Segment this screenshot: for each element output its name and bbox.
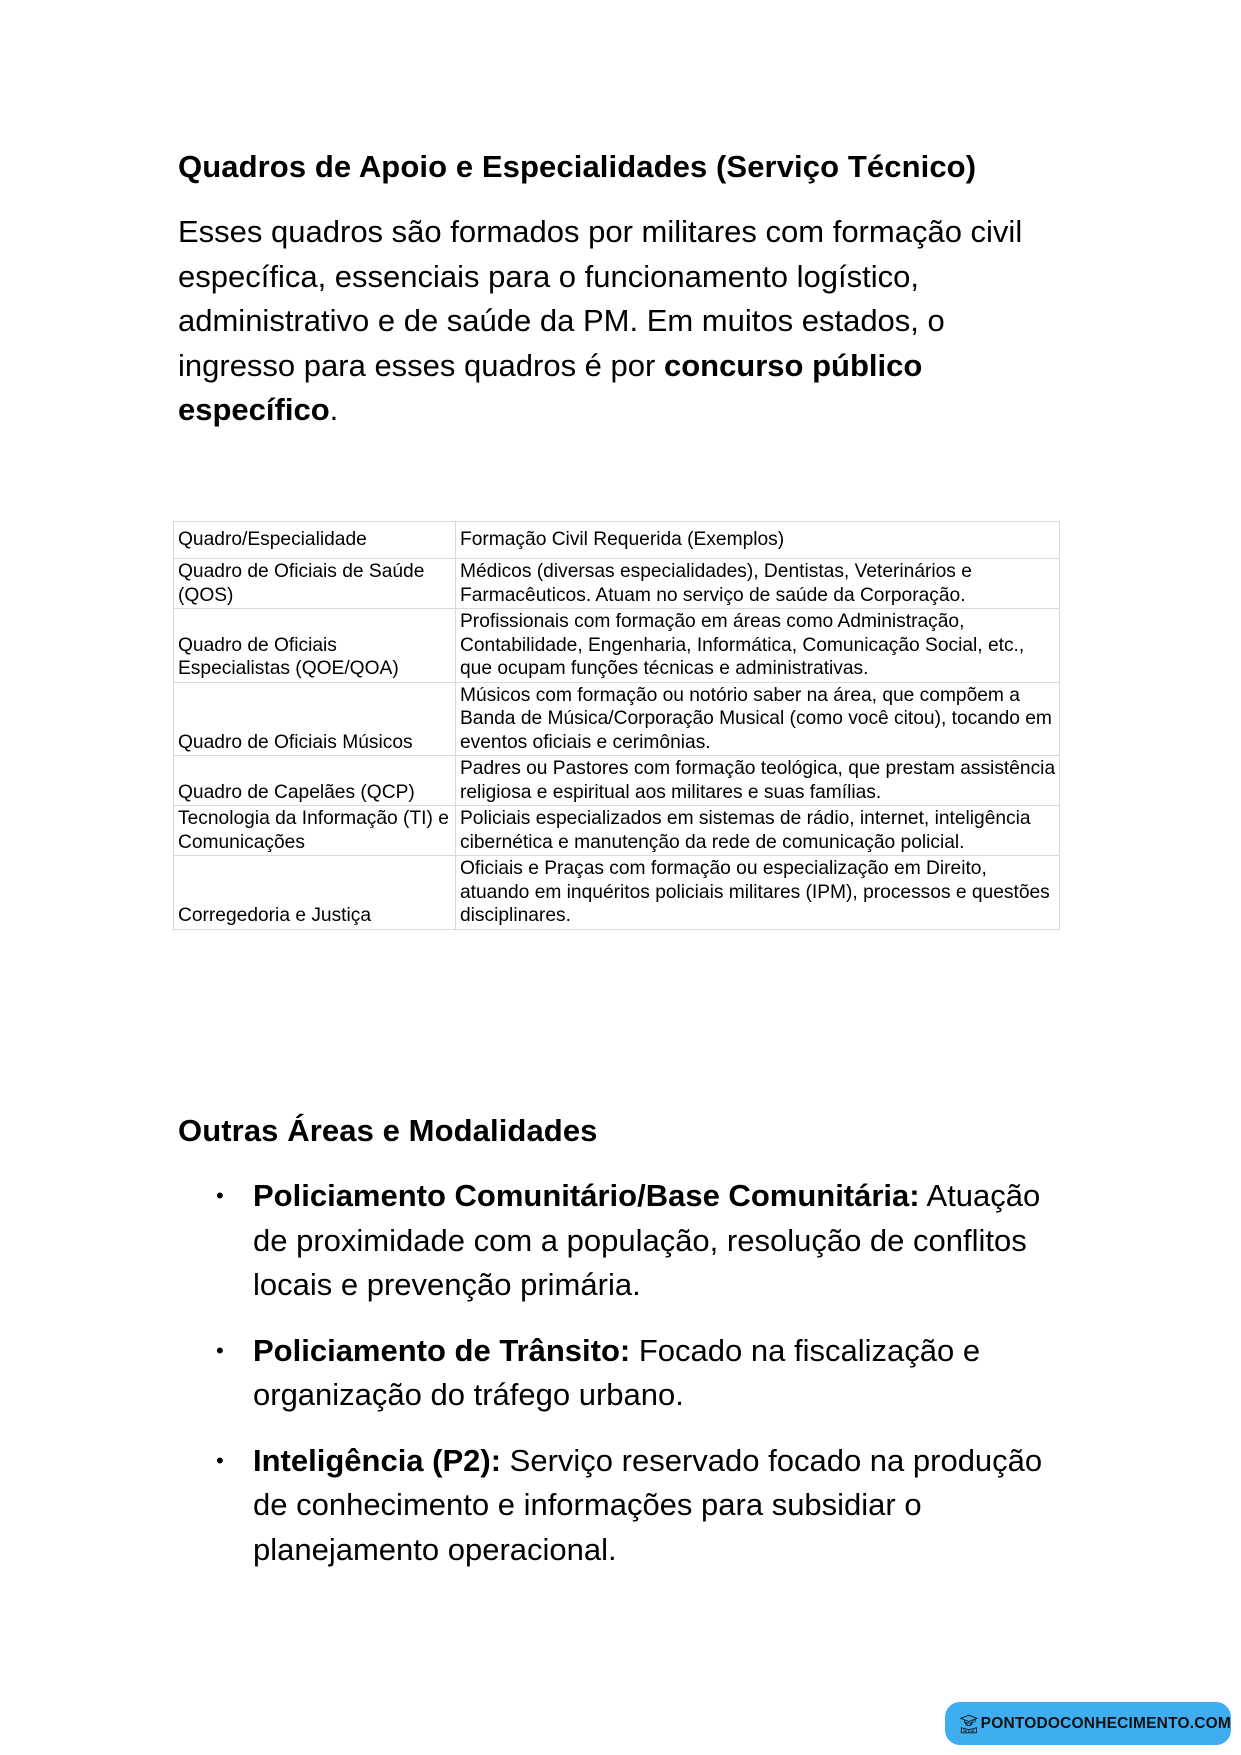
intro-end: . (329, 392, 339, 427)
list-item (178, 1174, 1058, 1308)
list-item (178, 1439, 1058, 1573)
table-cell-formacao: Profissionais com formação em áreas como Administração, Contabilidade, Engenharia, Informática, Comunicação Social, etc., que ocupam funções técnicas e administrativas. (456, 609, 1060, 683)
table-cell-formacao: Oficiais e Praças com formação ou especialização em Direito, atuando em inquéritos policiais militares (IPM), processos e questões disciplinares. (456, 856, 1060, 930)
table-row (174, 856, 1060, 930)
list-item-text: Focado na fiscalização e organização do tráfego urbano. (253, 1332, 981, 1412)
table-cell-quadro: Quadro de Oficiais de Saúde (QOS) (174, 559, 456, 609)
bullet-icon: • (216, 1337, 224, 1363)
table-row (174, 609, 1060, 683)
site-badge-text: PONTODOCONHECIMENTO.COM (980, 1714, 1231, 1732)
table-row (174, 756, 1060, 806)
table-cell-formacao: Padres ou Pastores com formação teológica, que prestam assistência religiosa e espiritual aos militares e suas famílias. (456, 756, 1060, 806)
list-item-label: Inteligência (P2): (253, 1442, 502, 1478)
section-heading-quadros-apoio: Quadros de Apoio e Especialidades (Serviço Técnico) (178, 149, 977, 184)
table-cell-formacao: Músicos com formação ou notório saber na área, que compõem a Banda de Música/Corporação Musical (como você citou), tocando em eventos oficiais e cerimônias. (456, 682, 1060, 756)
list-item-text: Atuação de proximidade com a população, resolução de conflitos locais e prevenção primária. (253, 1178, 1041, 1302)
section-heading-outras-areas: Outras Áreas e Modalidades (178, 1113, 598, 1148)
table-cell-quadro: Quadro de Oficiais Músicos (174, 682, 456, 756)
bullet-icon: • (216, 1447, 224, 1473)
table-header-cell: Quadro/Especialidade (174, 522, 456, 559)
site-badge[interactable] (945, 1702, 1231, 1745)
list-item (178, 1329, 1058, 1418)
table-cell-formacao: Policiais especializados em sistemas de rádio, internet, inteligência cibernética e manutenção da rede de comunicação policial. (456, 806, 1060, 856)
intro-paragraph (178, 210, 1058, 433)
bullet-icon: • (216, 1183, 224, 1208)
table-cell-quadro: Quadro de Oficiais Especialistas (QOE/QOA) (174, 609, 456, 683)
especialidades-table (173, 521, 1060, 930)
list-item-label: Policiamento Comunitário/Base Comunitária: (253, 1178, 920, 1213)
intro-bold-text: concurso público específico (178, 347, 923, 427)
table-cell-formacao: Médicos (diversas especialidades), Dentistas, Veterinários e Farmacêuticos. Atuam no serviço de saúde da Corporação. (456, 559, 1060, 609)
list-item-label: Policiamento de Trânsito: (253, 1332, 631, 1368)
table-header-row (174, 522, 1060, 559)
table-cell-quadro: Tecnologia da Informação (TI) e Comunicações (174, 806, 456, 856)
graduate-reading-icon (960, 1709, 978, 1739)
list-item-text: Serviço reservado focado na produção de conhecimento e informações para subsidiar o planejamento operacional. (253, 1442, 1043, 1567)
areas-list (178, 1174, 1058, 1593)
table-cell-quadro: Corregedoria e Justiça (174, 856, 456, 930)
table-row (174, 806, 1060, 856)
intro-text: Esses quadros são formados por militares com formação civil específica, essenciais para o funcionamento logístico, administrativo e de saúde da PM. Em muitos estados, o ingresso para esses quadros é por (178, 214, 1023, 383)
table-row (174, 559, 1060, 609)
table-header-cell: Formação Civil Requerida (Exemplos) (456, 522, 1060, 559)
table-row (174, 682, 1060, 756)
table-cell-quadro: Quadro de Capelães (QCP) (174, 756, 456, 806)
